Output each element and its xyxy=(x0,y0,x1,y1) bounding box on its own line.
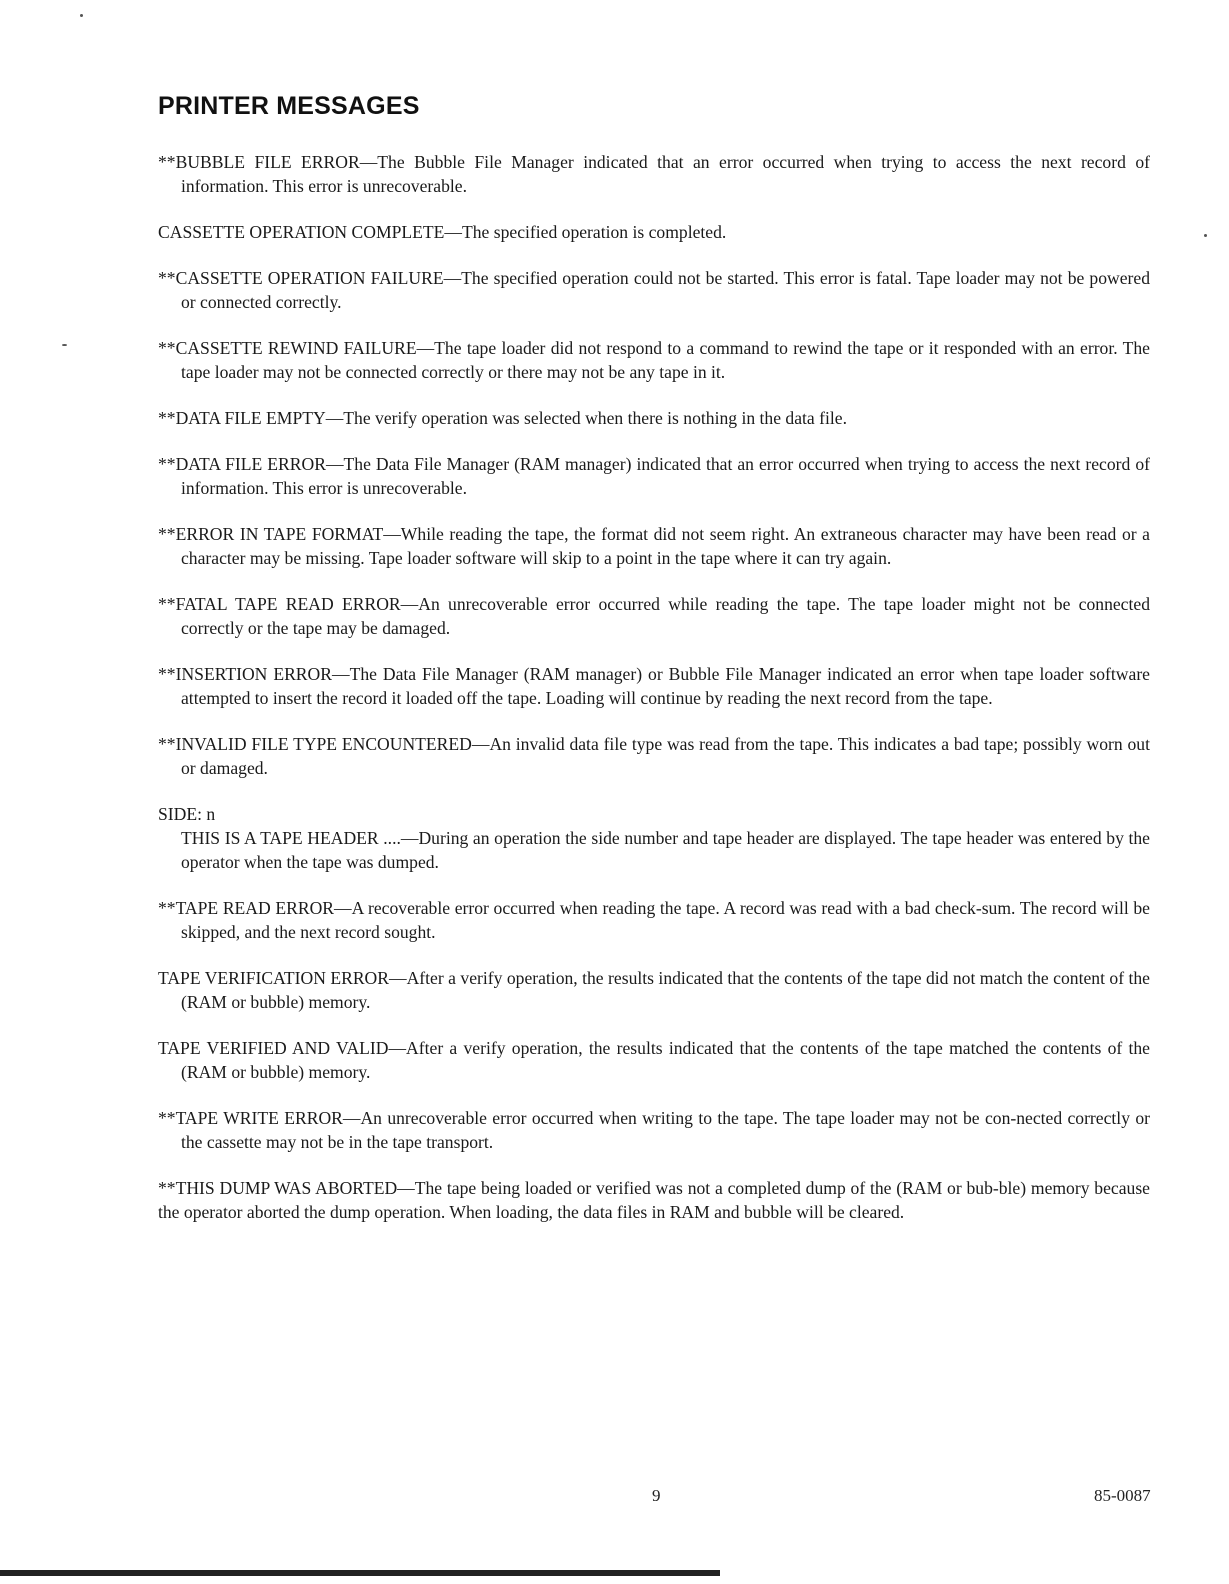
message-entry: CASSETTE OPERATION COMPLETE—The specified operation is completed. xyxy=(158,222,727,242)
message-entry: **DATA FILE EMPTY—The verify operation was selected when there is nothing in the data file. xyxy=(158,408,847,428)
document-number: 85-0087 xyxy=(1094,1486,1151,1505)
message-entry: **ERROR IN TAPE FORMAT—While reading the tape, the format did not seem right. An extraneous character may have been read or a character may be missing. Tape loader software will skip to a point in the tape where it can try again. xyxy=(158,524,1150,568)
message-entry: **TAPE READ ERROR—A recoverable error occurred when reading the tape. A record was read with a bad check-sum. The record will be skipped, and the next record sought. xyxy=(158,898,1150,942)
message-entry: **DATA FILE ERROR—The Data File Manager (RAM manager) indicated that an error occurred when trying to access the next record of information. This error is unrecoverable. xyxy=(158,454,1150,498)
message-entry: **BUBBLE FILE ERROR—The Bubble File Manager indicated that an error occurred when trying to access the next record of information. This error is unrecoverable. xyxy=(158,152,1150,196)
message-entry: **TAPE WRITE ERROR—An unrecoverable error occurred when writing to the tape. The tape loader may not be con-nected correctly or the cassette may not be in the tape transport. xyxy=(158,1108,1150,1152)
scan-speck xyxy=(62,344,67,346)
side-label: SIDE: n xyxy=(158,804,216,824)
message-entry: **FATAL TAPE READ ERROR—An unrecoverable error occurred while reading the tape. The tape loader might not be connected correctly or the tape may be damaged. xyxy=(158,594,1150,638)
message-entry: **CASSETTE OPERATION FAILURE—The specified operation could not be started. This error is fatal. Tape loader may not be powered or connected correctly. xyxy=(158,268,1150,312)
message-entry: **THIS DUMP WAS ABORTED—The tape being loaded or verified was not a completed dump of the (RAM or bub-ble) memory because the operator aborted the dump operation. When loading, the data files in RAM and bubble will be cleared. xyxy=(158,1178,1150,1222)
message-entry: THIS IS A TAPE HEADER ....—During an operation the side number and tape header are displayed. The tape header was entered by the operator when the tape was dumped. xyxy=(181,828,1150,872)
scan-speck xyxy=(80,14,83,17)
message-entry: **INSERTION ERROR—The Data File Manager (RAM manager) or Bubble File Manager indicated an error when tape loader software attempted to insert the record it loaded off the tape. Loading will continue by reading the next record from the tape. xyxy=(158,664,1150,708)
message-list xyxy=(158,150,1150,1246)
message-entry: TAPE VERIFICATION ERROR—After a verify operation, the results indicated that the contents of the tape did not match the content of the (RAM or bubble) memory. xyxy=(158,968,1150,1012)
scan-speck xyxy=(1204,234,1207,237)
message-entry: **CASSETTE REWIND FAILURE—The tape loader did not respond to a command to rewind the tape or it responded with an error. The tape loader may not be connected correctly or there may not be any tape in it. xyxy=(158,338,1150,382)
message-entry: TAPE VERIFIED AND VALID—After a verify operation, the results indicated that the contents of the tape matched the contents of the (RAM or bubble) memory. xyxy=(158,1038,1150,1082)
message-entry: **INVALID FILE TYPE ENCOUNTERED—An invalid data file type was read from the tape. This indicates a bad tape; possibly worn out or damaged. xyxy=(158,734,1150,778)
page-number: 9 xyxy=(652,1486,661,1505)
page-title: PRINTER MESSAGES xyxy=(158,92,420,120)
scan-edge-rule xyxy=(0,1570,720,1576)
